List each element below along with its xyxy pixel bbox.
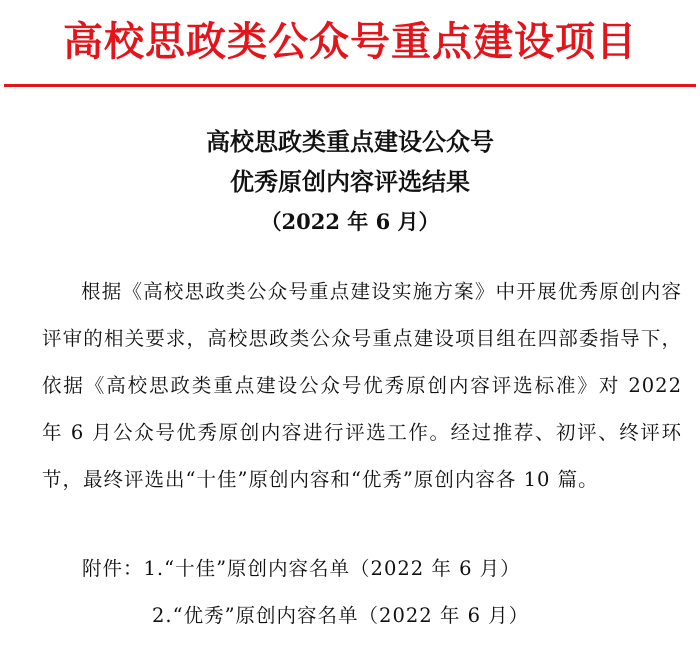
title-date: （2022 年 6 月） (260, 209, 440, 234)
attachment-item-1: 附件：1.“十佳”原创内容名单（2022 年 6 月） (82, 557, 521, 580)
document-header: 高校思政类公众号重点建设项目 (63, 18, 637, 65)
attachment-item-2: 2.“优秀”原创内容名单（2022 年 6 月） (152, 604, 530, 627)
title-line-2: 优秀原创内容评选结果 (230, 167, 470, 196)
document-title (0, 122, 700, 240)
body-paragraph: 根据《高校思政类公众号重点建设实施方案》中开展优秀原创内容评审的相关要求，高校思政类公众号重点建设项目组在四部委指导下，依据《高校思政类重点建设公众号优秀原创内容评选标准》对 2022 年 6 月公众号优秀原创内容进行评选工作。经过推荐、初评、终评环节，最终评选出“十佳”原创内容和“优秀”原创内容各 10 篇。 (42, 280, 682, 491)
header-divider (4, 84, 696, 87)
title-line-1: 高校思政类重点建设公众号 (206, 127, 494, 156)
